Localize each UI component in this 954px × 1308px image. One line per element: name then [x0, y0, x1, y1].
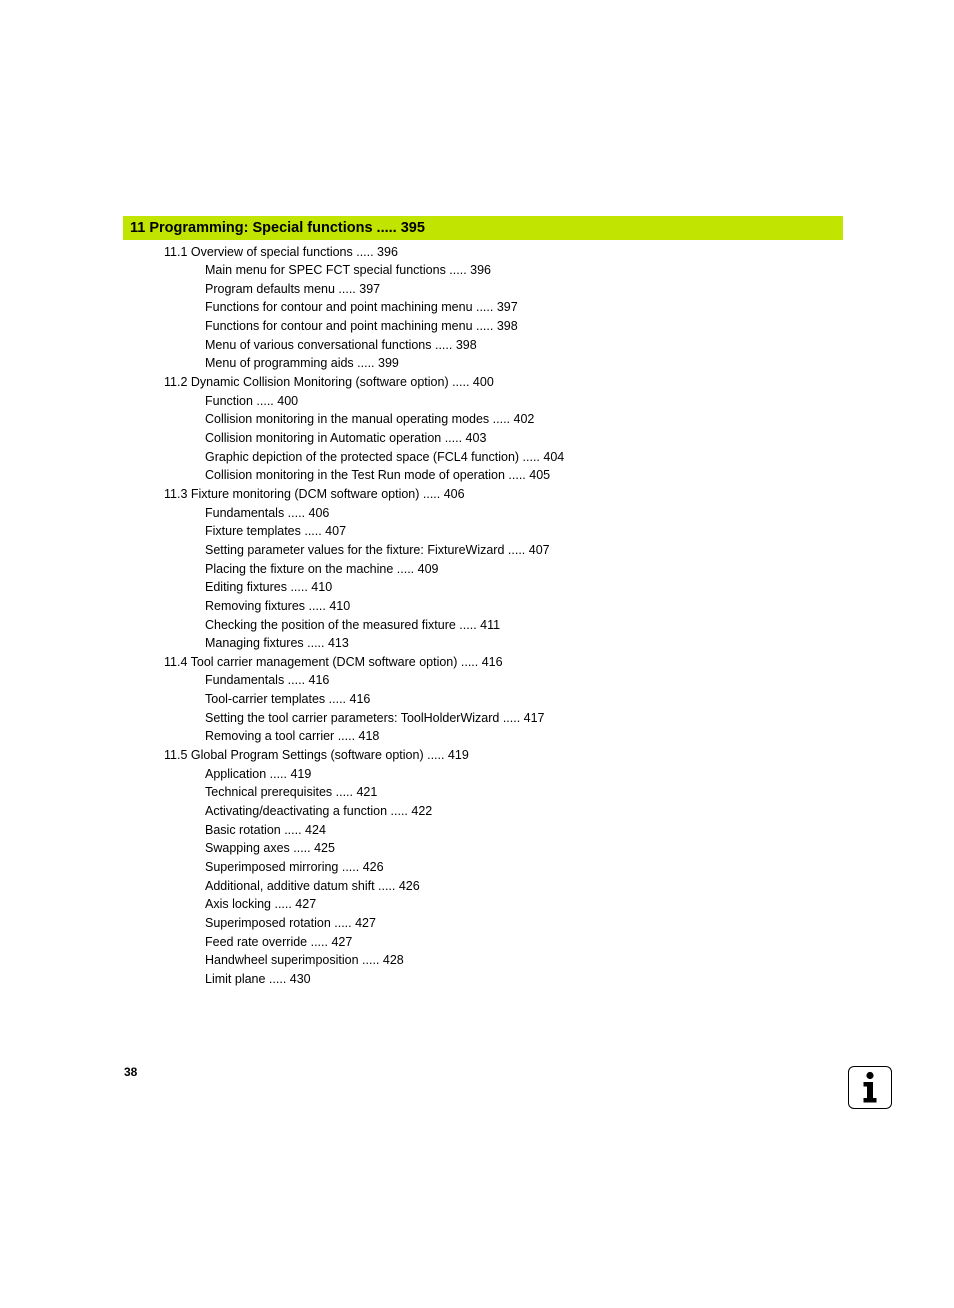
- toc-subsection-entry[interactable]: Axis locking ..... 427: [205, 897, 317, 912]
- toc-subsection-entry[interactable]: Limit plane ..... 430: [205, 971, 311, 986]
- toc-subsection-entry[interactable]: Technical prerequisites ..... 421: [205, 785, 378, 800]
- chapter-heading-bar: [123, 216, 843, 240]
- toc-subsection-entry[interactable]: Feed rate override ..... 427: [205, 934, 353, 949]
- page-number: 38: [124, 1065, 138, 1079]
- toc-subsection-entry[interactable]: Placing the fixture on the machine ..... 409: [205, 561, 439, 576]
- toc-subsection-entry[interactable]: Additional, additive datum shift ..... 426: [205, 878, 420, 893]
- info-icon: [848, 1066, 892, 1109]
- toc-section-entry[interactable]: 11.3 Fixture monitoring (DCM software option) ..... 406: [164, 486, 465, 501]
- toc-subsection-entry[interactable]: Main menu for SPEC FCT special functions ..... 396: [205, 263, 492, 278]
- toc-subsection-entry[interactable]: Basic rotation ..... 424: [205, 822, 326, 837]
- toc-subsection-entry[interactable]: Collision monitoring in the manual operating modes ..... 402: [205, 412, 535, 427]
- toc-section-entry[interactable]: 11.5 Global Program Settings (software option) ..... 419: [164, 748, 469, 763]
- toc-subsection-entry[interactable]: Superimposed mirroring ..... 426: [205, 859, 384, 874]
- toc-subsection-entry[interactable]: Activating/deactivating a function ..... 422: [205, 804, 433, 818]
- toc-subsection-entry[interactable]: Function ..... 400: [205, 393, 299, 408]
- toc-subsection-entry[interactable]: Fundamentals ..... 406: [205, 505, 330, 520]
- toc-subsection-entry[interactable]: Application ..... 419: [205, 766, 312, 781]
- toc-section-entry[interactable]: 11.4 Tool carrier management (DCM software option) ..... 416: [164, 654, 503, 669]
- toc-subsection-entry[interactable]: Collision monitoring in the Test Run mode of operation ..... 405: [205, 468, 551, 483]
- toc-subsection-entry[interactable]: Graphic depiction of the protected space (FCL4 function) ..... 404: [205, 449, 565, 464]
- toc-subsection-entry[interactable]: Editing fixtures ..... 410: [205, 580, 333, 595]
- toc-subsection-entry[interactable]: Setting the tool carrier parameters: ToolHolderWizard ..... 417: [205, 710, 545, 725]
- toc-subsection-entry[interactable]: Tool-carrier templates ..... 416: [205, 692, 371, 707]
- toc-subsection-entry[interactable]: Functions for contour and point machining menu ..... 397: [205, 300, 518, 315]
- toc-subsection-entry[interactable]: Handwheel superimposition ..... 428: [205, 953, 404, 968]
- toc-subsection-entry[interactable]: Functions for contour and point machining menu ..... 398: [205, 319, 518, 334]
- toc-subsection-entry[interactable]: Setting parameter values for the fixture: FixtureWizard ..... 407: [205, 542, 550, 557]
- toc-subsection-entry[interactable]: Menu of various conversational functions ..... 398: [205, 337, 477, 352]
- toc-subsection-entry[interactable]: Removing a tool carrier ..... 418: [205, 729, 380, 744]
- toc-subsection-entry[interactable]: Collision monitoring in Automatic operation ..... 403: [205, 431, 487, 445]
- toc-subsection-entry[interactable]: Checking the position of the measured fixture ..... 411: [205, 617, 501, 632]
- toc-subsection-entry[interactable]: Superimposed rotation ..... 427: [205, 915, 376, 930]
- toc-section-entry[interactable]: 11.2 Dynamic Collision Monitoring (software option) ..... 400: [164, 375, 494, 390]
- chapter-title[interactable]: 11 Programming: Special functions ..... 395: [130, 220, 425, 236]
- toc-subsection-entry[interactable]: Menu of programming aids ..... 399: [205, 356, 399, 371]
- toc-subsection-entry[interactable]: Managing fixtures ..... 413: [205, 636, 349, 651]
- toc-subsection-entry[interactable]: Removing fixtures ..... 410: [205, 598, 351, 613]
- toc-subsection-entry[interactable]: Fundamentals ..... 416: [205, 673, 330, 688]
- toc-subsection-entry[interactable]: Swapping axes ..... 425: [205, 841, 335, 856]
- toc-section-entry[interactable]: 11.1 Overview of special functions ..... 396: [164, 244, 398, 259]
- toc-subsection-entry[interactable]: Program defaults menu ..... 397: [205, 281, 381, 296]
- toc-subsection-entry[interactable]: Fixture templates ..... 407: [205, 524, 347, 539]
